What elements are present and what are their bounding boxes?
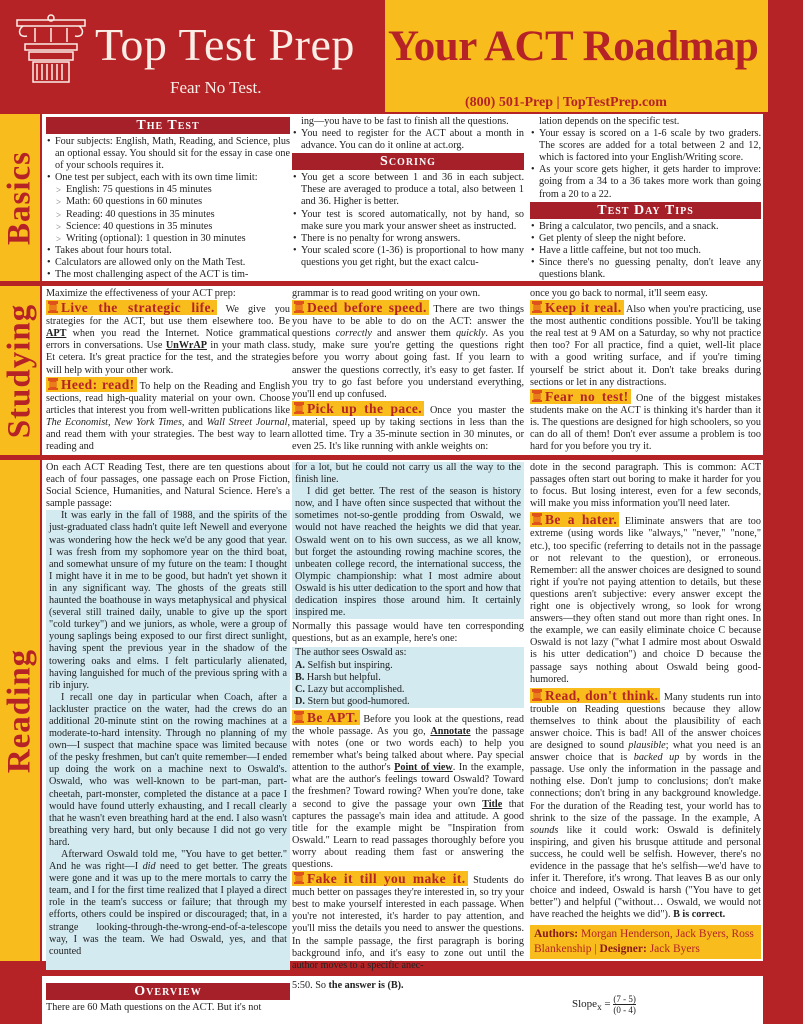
column-icon xyxy=(532,689,542,701)
column-icon xyxy=(532,301,542,313)
emphasis-text: Wall Street Journal xyxy=(206,416,288,428)
continued-text: dote in the second paragraph. This is common: ACT passages often start out boring to make it harder for you to focus. But losing interest, even for a few seconds, will make you miss information you'll need later. xyxy=(530,462,761,510)
header-title-panel xyxy=(385,0,768,112)
list-item: • Takes about four hours total. xyxy=(46,245,290,257)
tip-heading xyxy=(292,300,429,315)
math-section xyxy=(42,976,763,1024)
list-item: • Four subjects: English, Math, Reading, and Science, plus an optional essay. You should sit for the essay in case one of your schools requires it. xyxy=(46,136,290,172)
basics-section xyxy=(42,114,763,281)
list-item: • Calculators are allowed only on the Math Test. xyxy=(46,257,290,269)
sample-passage xyxy=(46,510,290,970)
emphasis-text: B is correct. xyxy=(673,909,726,921)
question-stem: The author sees Oswald as: xyxy=(295,647,407,659)
list-item: • You need to register for the ACT about a month in advance. You can do it online at act.org. xyxy=(292,128,524,152)
section-label-reading xyxy=(0,460,40,961)
column-icon xyxy=(48,378,58,390)
sample-question xyxy=(292,647,524,707)
designer-label: Designer: xyxy=(599,943,647,955)
list-subitem: > Math: 60 questions in 60 minutes xyxy=(46,196,290,208)
emphasis-text: APT xyxy=(46,328,67,340)
choice-letter: C. xyxy=(295,683,305,695)
intro-text: Maximize the effectiveness of your ACT prep: xyxy=(46,288,236,299)
list-subitem: > Writing (optional): 1 question in 30 minutes xyxy=(46,233,290,245)
tip-body: Eliminate answers that are too extreme (using words like "always," "never," "none," etc.), too specific (referring to details not in the passage or not relevant to the question), or erroneous. Remember: all the answer choices are designed to sound right if you're not paying attention to details, but these questions aren't subjective: every answer except the right one is objectively wrong, so look for wrong answers—they often stand out more than right ones. In the example, we can easily eliminate choice C because Oswald is not lazy ("what I admire most about Oswald is his utter dedication") and choice D because the passage says nothing about Oswald being good-humored. xyxy=(530,516,761,685)
column-icon xyxy=(294,872,304,884)
section-label-studying xyxy=(0,286,40,455)
tip-body: Once you master the material, speed up by taking sections in less than the allotted time. Try a 35-minute section in 30 minutes, or even 25. It's like running with ankle weights on: xyxy=(292,404,524,453)
answer-text: 5:50. So the answer is (B). xyxy=(292,980,404,991)
studying-column-3 xyxy=(530,288,761,455)
slope-numerator: (7 - 5) xyxy=(613,994,636,1004)
emphasis-text: correctly xyxy=(335,328,372,340)
tip-live-strategic-life xyxy=(46,301,290,377)
overview-text: There are 60 Math questions on the ACT. But it's not xyxy=(46,1002,262,1013)
slope-denominator: (0 - 4) xyxy=(613,1005,636,1015)
passage-paragraph: I did get better. The rest of the season is history now, and I have often since suspected that without the sometimes not-so-gentle prodding from Oswald, we would not have reached the heights we did that year. Oswald went on to his own success, as we all know, but forget the astounding rowing machine scores, the unbeaten college record, the international success, the Olympic championship: what I most admire about Oswald is his utter dedication to the sport and how that dedication inspires those around him. It certainly inspired me. xyxy=(295,486,521,619)
tip-body: Students do much better on passages they're interested in, so try your best to make yourself interested in each passage. When you're not interested, it's harder to pay attention, and you'll miss the details you need to answer the questions. In the sample passage, the first paragraph is boring background info, and it's easy to zone out until the author moves to a specific anec- xyxy=(292,875,524,971)
list-item: • Your scaled score (1-36) is proportional to how many questions you get right, but the exact calcu- xyxy=(292,245,524,269)
tip-title: Be APT. xyxy=(307,709,358,725)
reading-section xyxy=(42,460,763,971)
section-label-text: Basics xyxy=(1,150,38,245)
tip-title: Heed: read! xyxy=(61,376,135,392)
tip-title: Pick up the pace. xyxy=(307,400,423,416)
column-logo-icon xyxy=(15,14,87,86)
section-header-overview: Overview xyxy=(46,983,290,1000)
reading-column-3 xyxy=(530,462,761,961)
question-intro: Normally this passage would have ten corresponding questions, but as an example, here's one: xyxy=(292,621,524,645)
reading-column-2 xyxy=(292,462,525,971)
choice-letter: D. xyxy=(295,695,305,707)
continued-text: ing—you have to be fast to finish all the questions. xyxy=(301,116,509,127)
tip-heed-read xyxy=(46,378,290,454)
designer-name: Jack Byers xyxy=(646,943,700,955)
column-icon xyxy=(294,402,304,414)
section-label-text: Studying xyxy=(1,303,38,438)
tip-heading xyxy=(292,401,424,416)
continued-text: grammar is to read good writing on your own. xyxy=(292,288,481,299)
intro-text: On each ACT Reading Test, there are ten questions about each of four passages, one passage each on Prose Fiction, Social Science, Humanities, and Natural Science. Here's a sample passage: xyxy=(46,462,290,510)
tip-body: Also when you're practicing, use the most authentic conditions possible. You'll be taking the real test at 9 AM on a Saturday, so why not practice then too? For all practice, find a quiet, well-lit place with a good writing surface, and if you're timing yourself be strict about it. Don't take breaks during sections or let in any distractions. xyxy=(530,304,761,388)
answer-choice-b xyxy=(295,672,521,684)
studying-column-1 xyxy=(46,288,290,455)
tip-title: Keep it real. xyxy=(545,300,622,316)
choice-text: Selfish but inspiring. xyxy=(304,659,393,671)
list-item: • Your test is scored automatically, not by hand, so make sure you mark your answer sheet as instructed. xyxy=(292,209,524,233)
choice-letter: B. xyxy=(295,671,305,683)
emphasis-text: quickly xyxy=(455,328,486,340)
slope-subscript: x xyxy=(597,1002,602,1013)
list-item: • Your essay is scored on a 1-6 scale by two graders. The scores are added for a total between 2 and 12, which is factored into your English/Writing score. xyxy=(530,128,761,164)
answer-choice-d xyxy=(295,696,521,708)
slope-formula: Slope$_x$ = $\frac{(7 - 5)}{(0 - 4)}$ xyxy=(572,994,636,1015)
tip-title: Fear no test! xyxy=(545,388,629,404)
reading-column-3-text xyxy=(530,462,761,921)
page-title: Your ACT Roadmap xyxy=(388,23,759,70)
list-subitem: > English: 75 questions in 45 minutes xyxy=(46,184,290,196)
authors-names: Morgan Henderson, Jack Byers, Ross Blankenship | xyxy=(534,928,754,955)
header-brand-panel xyxy=(0,0,385,112)
list-item: • The most challenging aspect of the ACT is tim- xyxy=(46,269,290,281)
slope-fraction xyxy=(613,994,636,1015)
answer-choice-c xyxy=(295,684,521,696)
reading-column-1 xyxy=(46,462,290,961)
tip-keep-it-real xyxy=(530,301,761,389)
tip-body: Many students run into trouble on Reading questions because they allow themselves to think about the plausibility of each answer choice. This is bad! All of the answer choices are designed to sound plausible; what you need is an answer choice that is backed up by words in the passage. Use only the information in the passage and nothing else. Don't jump to conclusions; don't make connections; don't bring in any background knowledge. For the duration of the Reading test, your world has to shrink to the size of the passage. In the example, A sounds like it could work: Oswald is definitely inspiring, and given his brusque attitude and personal success, he could well be selfish. However, there's no evidence in the passage that he's selfish—we'd have to infer it. Therefore, it's wrong. That leaves B as our only choice and indeed, Oswald is harsh ("You have to get better") and helpful ("without… Oswald, we would not have reached the heights we did"). B is correct. xyxy=(530,691,762,921)
emphasis-text: the answer is (B). xyxy=(328,980,404,991)
emphasis-text: Point of view xyxy=(394,762,453,774)
tip-be-a-hater xyxy=(530,513,761,685)
column-icon xyxy=(294,711,304,723)
math-column-2 xyxy=(292,980,524,1024)
tip-body: One of the biggest mistakes students make on the ACT is thinking it's harder than it is. The questions are designed for high schoolers, so you can do all of them! Don't ever assume a problem is too hard for you before you try it. xyxy=(530,392,761,453)
tip-heading xyxy=(46,300,217,315)
emphasis-text: plausible xyxy=(628,740,666,752)
tip-heading xyxy=(530,512,619,527)
math-column-1 xyxy=(46,982,290,1024)
tip-pick-up-pace xyxy=(292,402,524,453)
emphasis-text: Annotate xyxy=(430,725,471,737)
tip-title: Live the strategic life. xyxy=(61,300,215,316)
continued-text: once you go back to normal, it'll seem easy. xyxy=(530,288,708,299)
tip-body: Before you look at the questions, read the whole passage. As you go, Annotate the passage with notes (one or two words each) to help you remember what's being talked about where. Pay special attention to the author's Point of view. In the example, what are the author's feelings toward Oswald? Toward the freshmen? Toward rowing? When you're done, take a second to give the passage your own Title that captures the passage's main idea and attitude. A good title for the example might be "Inspiration from Oswald." Learn to read passages thoroughly before you worry about reading them fast or answering the questions. xyxy=(292,713,525,870)
tip-heading xyxy=(292,871,468,886)
section-header-scoring: Scoring xyxy=(292,153,524,170)
emphasis-text: Title xyxy=(482,798,503,810)
tip-title: Be a hater. xyxy=(545,512,618,528)
section-label-text: Reading xyxy=(1,648,38,773)
basics-column-3 xyxy=(530,116,761,281)
credits-box xyxy=(530,925,761,959)
studying-section xyxy=(42,286,763,455)
tip-heading xyxy=(530,389,631,404)
sample-passage-continued xyxy=(292,462,524,619)
emphasis-text: sounds xyxy=(530,824,559,836)
choice-text: Lazy but accomplished. xyxy=(304,683,405,695)
tip-heading xyxy=(46,377,137,392)
tip-title: Deed before speed. xyxy=(307,300,427,316)
list-item: • Bring a calculator, two pencils, and a snack. xyxy=(530,221,761,233)
emphasis-text: The Economist xyxy=(46,416,109,428)
emphasis-text: New York Times xyxy=(114,416,182,428)
tip-deed-before-speed xyxy=(292,301,524,401)
tip-read-dont-think xyxy=(530,689,761,922)
section-label-basics xyxy=(0,114,40,281)
list-subitem: > Reading: 40 questions in 35 minutes xyxy=(46,209,290,221)
passage-paragraph: for a lot, but he could not carry us all the way to the finish line. xyxy=(295,462,521,486)
list-item: • There is no penalty for wrong answers. xyxy=(292,233,524,245)
list-subitem: > Science: 40 questions in 35 minutes xyxy=(46,221,290,233)
list-item: • Get plenty of sleep the night before. xyxy=(530,233,761,245)
brand-name: Top Test Prep xyxy=(95,19,355,70)
authors-label: Authors: xyxy=(534,928,579,940)
slope-label: Slope xyxy=(572,998,598,1011)
section-header-test-day-tips: Test Day Tips xyxy=(530,202,761,219)
passage-paragraph: It was early in the fall of 1988, and the spirits of the just-graduated class hadn't quite left Newell and everyone was wondering how the heck we'd be any good that year. I was fresh from my sophomore year on the third boat, and somewhat unsure of my future on the team: I thought I might have it in me to be good, but hadn't yet shown it in any significant way. The ghosts of the greats still haunted the boathouse in ways metaphysical and physical (several still trained daily, unable to give up the sport "cold turkey") and we juniors, as whole, were a group of young saplings being exposed to our first direct sunlight, having spent the previous year in the shadow of the towering oaks and elms. I felt particularly alienated, having languished for much of the previous spring with a rib injury. xyxy=(49,510,287,691)
basics-column-2 xyxy=(292,116,524,281)
studying-column-2 xyxy=(292,288,524,455)
column-icon xyxy=(48,301,58,313)
brand-tagline: Fear No Test. xyxy=(170,78,262,97)
tip-heading xyxy=(530,688,660,703)
continued-text: lation depends on the specific test. xyxy=(539,116,680,127)
tip-title: Read, don't think. xyxy=(545,687,659,703)
tip-heading xyxy=(292,710,360,725)
column-icon xyxy=(532,513,542,525)
list-item: • You get a score between 1 and 36 in each subject. These are averaged to produce a total, also between 1 and 36. Higher is better. xyxy=(292,172,524,208)
list-item: • Since there's no guessing penalty, don't leave any questions blank. xyxy=(530,257,761,281)
emphasis-text: did xyxy=(142,861,156,873)
answer-choice-a xyxy=(295,660,521,672)
list-item: • One test per subject, each with its own time limit: xyxy=(46,172,290,184)
tip-body: There are two things you have to be able to do on the ACT: answer the questions correctly and answer them quickly. As you study, make sure you're getting the questions right before you worry about going fast. If you learn to answer the questions correctly, it's easy to get faster. If you try to go fast before you understand everything, you'll end up confused. xyxy=(292,304,524,400)
emphasis-text: UnWrAP xyxy=(165,340,207,352)
tip-fake-it xyxy=(292,872,524,972)
column-icon xyxy=(532,390,542,402)
tip-fear-no-test xyxy=(530,390,761,453)
choice-letter: A. xyxy=(295,659,305,671)
passage-paragraph: Afterward Oswald told me, "You have to get better." And he was right—I did need to get better. The greats were gone and it was up to the mere mortals to carry the team, and I for the first time realized that I played a direct role in the team's success or failure; that through my efforts, others could be inspired or discouraged; that, in a strange looking-through-the-wrong-end-of-a-telescope way, I was the team. We had Oswald, yes, and that counted xyxy=(49,849,287,957)
passage-paragraph: I recall one day in particular when Coach, after a lackluster practice on the water, had the crews do an additional 20-minute stint on the rowing machines at a moderate-to-hard intensity. Through no planning of my own—I suspect that machine space was limited because of the pesky freshmen, but can't quite remember—I ended up doing the work on a machine next to Oswald's. Oswald, who was well-known to be part-man, part-cheetah, part-monster, completed the distance at a pace I would have found utterly exhausting, and I recall clearly that he wasn't even breathing hard at the end. I also wasn't breathing very hard, but only because I did not go very hard. xyxy=(49,691,287,848)
column-icon xyxy=(294,301,304,313)
choice-text: Stern but good-humored. xyxy=(304,695,410,707)
tip-body: We give you strategies for the ACT, but use them elsewhere too. Be APT when you read the Internet. Notice grammatical errors in conversations. Use UnWrAP in your math class. Et cetera. It's great practice for the test, and the strategies will help with your other work. xyxy=(46,304,290,376)
tip-be-apt xyxy=(292,711,524,871)
list-item: • As your score gets higher, it gets harder to improve: going from a 34 to a 36 takes more work than going from a 20 to a 22. xyxy=(530,164,761,200)
choice-text: Harsh but helpful. xyxy=(304,671,381,683)
tip-body: To help on the Reading and English sections, read high-quality material on your own. Choose articles that interest you from well-written publications like The Economist, New York Times, and Wall Street Journal, and read them with your strategies. The best way to learn reading and xyxy=(46,380,290,453)
tip-title: Fake it till you make it. xyxy=(307,871,466,887)
basics-column-1 xyxy=(46,116,290,281)
emphasis-text: backed up xyxy=(633,752,680,764)
contact-info: (800) 501-Prep | TopTestPrep.com xyxy=(465,95,667,110)
tip-heading xyxy=(530,300,624,315)
section-header-the-test: The Test xyxy=(46,117,290,134)
list-item: • Have a little caffeine, but not too much. xyxy=(530,245,761,257)
